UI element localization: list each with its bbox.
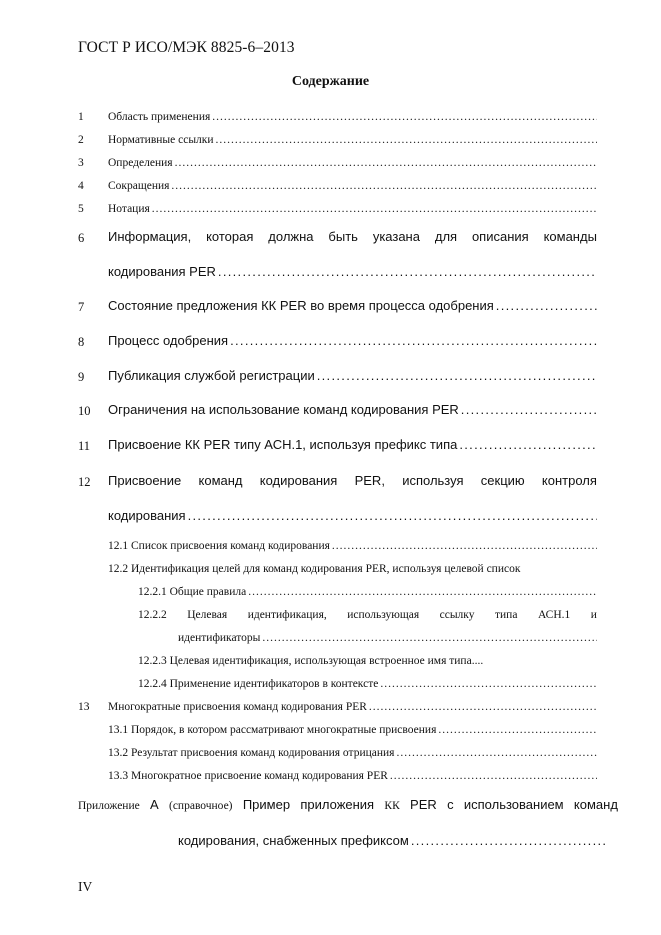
- dot-leader: [175, 157, 597, 169]
- toc-entry-7[interactable]: [108, 298, 597, 313]
- page-number: IV: [78, 879, 93, 894]
- toc-entry-1[interactable]: [108, 111, 597, 123]
- toc-number: 6: [78, 231, 85, 245]
- toc-entry-text: 13.2 Результат присвоения команд кодирования отрицания: [108, 747, 395, 759]
- toc-word: и: [590, 609, 597, 621]
- toc-entry-annex[interactable]: [78, 797, 618, 812]
- toc-entry-text: Многократные присвоения команд кодирования PER: [108, 701, 367, 713]
- toc-word: приложения: [300, 797, 375, 812]
- toc-entry-4[interactable]: [108, 180, 597, 192]
- toc-word: Целевая: [187, 609, 228, 621]
- toc-word: А: [150, 797, 159, 812]
- toc-word: описания: [471, 229, 529, 244]
- dot-leader: [317, 368, 597, 383]
- dot-leader: [390, 770, 597, 782]
- toc-word: PER: [410, 797, 437, 812]
- toc-word: типа: [494, 609, 518, 621]
- toc-word: контроля: [541, 473, 597, 488]
- dot-leader: [188, 508, 597, 523]
- toc-word: быть: [328, 229, 358, 244]
- toc-entry-12[interactable]: [108, 473, 597, 488]
- toc-entry-3[interactable]: [108, 157, 597, 169]
- toc-word: идентификация,: [247, 609, 327, 621]
- toc-number: 3: [78, 157, 84, 169]
- toc-entry-2[interactable]: [108, 134, 597, 146]
- toc-word: (справочное): [169, 800, 233, 812]
- dot-leader: [369, 701, 597, 713]
- dot-leader: [411, 833, 608, 848]
- toc-word: PER,: [354, 473, 385, 488]
- dot-leader: [230, 333, 597, 348]
- toc-number: 11: [78, 439, 91, 453]
- toc-entry-text: идентификаторы: [178, 632, 261, 644]
- toc-word: команд: [198, 473, 243, 488]
- toc-entry-11[interactable]: [108, 437, 597, 452]
- toc-word: должна: [268, 229, 314, 244]
- toc-entry-text: 13.1 Порядок, в котором рассматривают многократные присвоения: [108, 724, 437, 736]
- toc-entry-9[interactable]: [108, 368, 597, 383]
- toc-entry-10[interactable]: [108, 402, 597, 417]
- toc-entry-13-2[interactable]: [108, 747, 597, 759]
- toc-entry-text: кодирования PER: [108, 264, 216, 279]
- dot-leader: [461, 402, 597, 417]
- toc-entry-text: 12.2.4 Применение идентификаторов в контексте: [138, 678, 379, 690]
- toc-word: используя: [402, 473, 464, 488]
- toc-entry-text: Процесс одобрения: [108, 333, 229, 348]
- toc-word: с: [447, 797, 454, 812]
- toc-number: 9: [78, 370, 85, 384]
- toc-word: для: [434, 229, 458, 244]
- toc-number: 4: [78, 180, 84, 192]
- toc-number: 8: [78, 335, 85, 349]
- toc-entry-text: Определения: [108, 157, 173, 169]
- toc-entry-12-2-2-continued[interactable]: [178, 632, 597, 644]
- dot-leader: [248, 586, 597, 598]
- toc-entry-text: Состояние предложения КК PER во время процесса одобрения: [108, 298, 494, 313]
- toc-entry-13-1[interactable]: [108, 724, 597, 736]
- toc-entry-12-2-3[interactable]: 12.2.3 Целевая идентификация, использующая встроенное имя типа....: [138, 655, 484, 667]
- toc-entry-text: кодирования: [108, 508, 186, 523]
- dot-leader: [152, 203, 597, 215]
- dot-leader: [380, 678, 597, 690]
- dot-leader: [262, 632, 597, 644]
- toc-entry-text: Присвоение КК PER типу АСН.1, используя префикс типа: [108, 437, 458, 452]
- toc-entry-text: кодирования, снабженных префиксом: [178, 833, 409, 848]
- toc-entry-12-2-2[interactable]: [138, 609, 597, 621]
- toc-entry-annex-continued[interactable]: [178, 833, 608, 848]
- toc-word: секцию: [480, 473, 525, 488]
- toc-word: команды: [543, 229, 597, 244]
- dot-leader: [438, 724, 597, 736]
- dot-leader: [212, 111, 597, 123]
- toc-entry-5[interactable]: [108, 203, 597, 215]
- toc-entry-6-continued[interactable]: [108, 264, 597, 279]
- toc-number: 1: [78, 111, 84, 123]
- dot-leader: [216, 134, 597, 146]
- toc-number: 5: [78, 203, 84, 215]
- toc-entry-text: Нормативные ссылки: [108, 134, 214, 146]
- toc-entry-text: Нотация: [108, 203, 150, 215]
- toc-entry-13[interactable]: [108, 701, 597, 713]
- toc-word: АСН.1: [537, 609, 571, 621]
- dot-leader: [496, 298, 597, 313]
- toc-number: 13: [78, 701, 90, 713]
- dot-leader: [171, 180, 597, 192]
- toc-number: 7: [78, 300, 85, 314]
- dot-leader: [218, 264, 597, 279]
- toc-word: использующая: [347, 609, 420, 621]
- toc-entry-12-1[interactable]: [108, 540, 597, 552]
- toc-entry-text: Ограничения на использование команд кодирования PER: [108, 402, 459, 417]
- toc-title: Содержание: [291, 74, 370, 89]
- toc-word: Информация,: [108, 229, 192, 244]
- toc-word: Приложение: [78, 800, 140, 812]
- toc-word: Пример: [242, 797, 291, 812]
- toc-entry-text: Публикация службой регистрации: [108, 368, 315, 383]
- toc-word: КК: [384, 800, 400, 812]
- toc-word: ссылку: [439, 609, 475, 621]
- toc-entry-12-2-4[interactable]: [138, 678, 597, 690]
- toc-entry-text: Область применения: [108, 111, 211, 123]
- toc-entry-text: 12.2.1 Общие правила: [138, 586, 247, 598]
- toc-entry-text: 13.3 Многократное присвоение команд кодирования PER: [108, 770, 388, 782]
- toc-word: команд: [573, 797, 618, 812]
- toc-entry-12-2-1[interactable]: [138, 586, 597, 598]
- toc-word: использованием: [463, 797, 564, 812]
- toc-number: 2: [78, 134, 84, 146]
- dot-leader: [396, 747, 597, 759]
- toc-number: 10: [78, 404, 91, 418]
- toc-entry-13-3[interactable]: [108, 770, 597, 782]
- toc-entry-6[interactable]: [108, 229, 597, 244]
- toc-entry-8[interactable]: [108, 333, 597, 348]
- toc-entry-text: Сокращения: [108, 180, 170, 192]
- dot-leader: [459, 437, 597, 452]
- toc-word: кодирования: [259, 473, 338, 488]
- toc-word: которая: [206, 229, 254, 244]
- toc-entry-text: 12.1 Список присвоения команд кодирования: [108, 540, 330, 552]
- toc-number: 12: [78, 475, 91, 489]
- document-header: ГОСТ Р ИСО/МЭК 8825-6–2013: [78, 39, 295, 56]
- toc-entry-12-2[interactable]: 12.2 Идентификация целей для команд кодирования PER, используя целевой список: [108, 563, 521, 575]
- toc-entry-12-continued[interactable]: [108, 508, 597, 523]
- toc-word: Присвоение: [108, 473, 182, 488]
- toc-word: 12.2.2: [138, 609, 167, 621]
- toc-word: указана: [372, 229, 420, 244]
- dot-leader: [332, 540, 597, 552]
